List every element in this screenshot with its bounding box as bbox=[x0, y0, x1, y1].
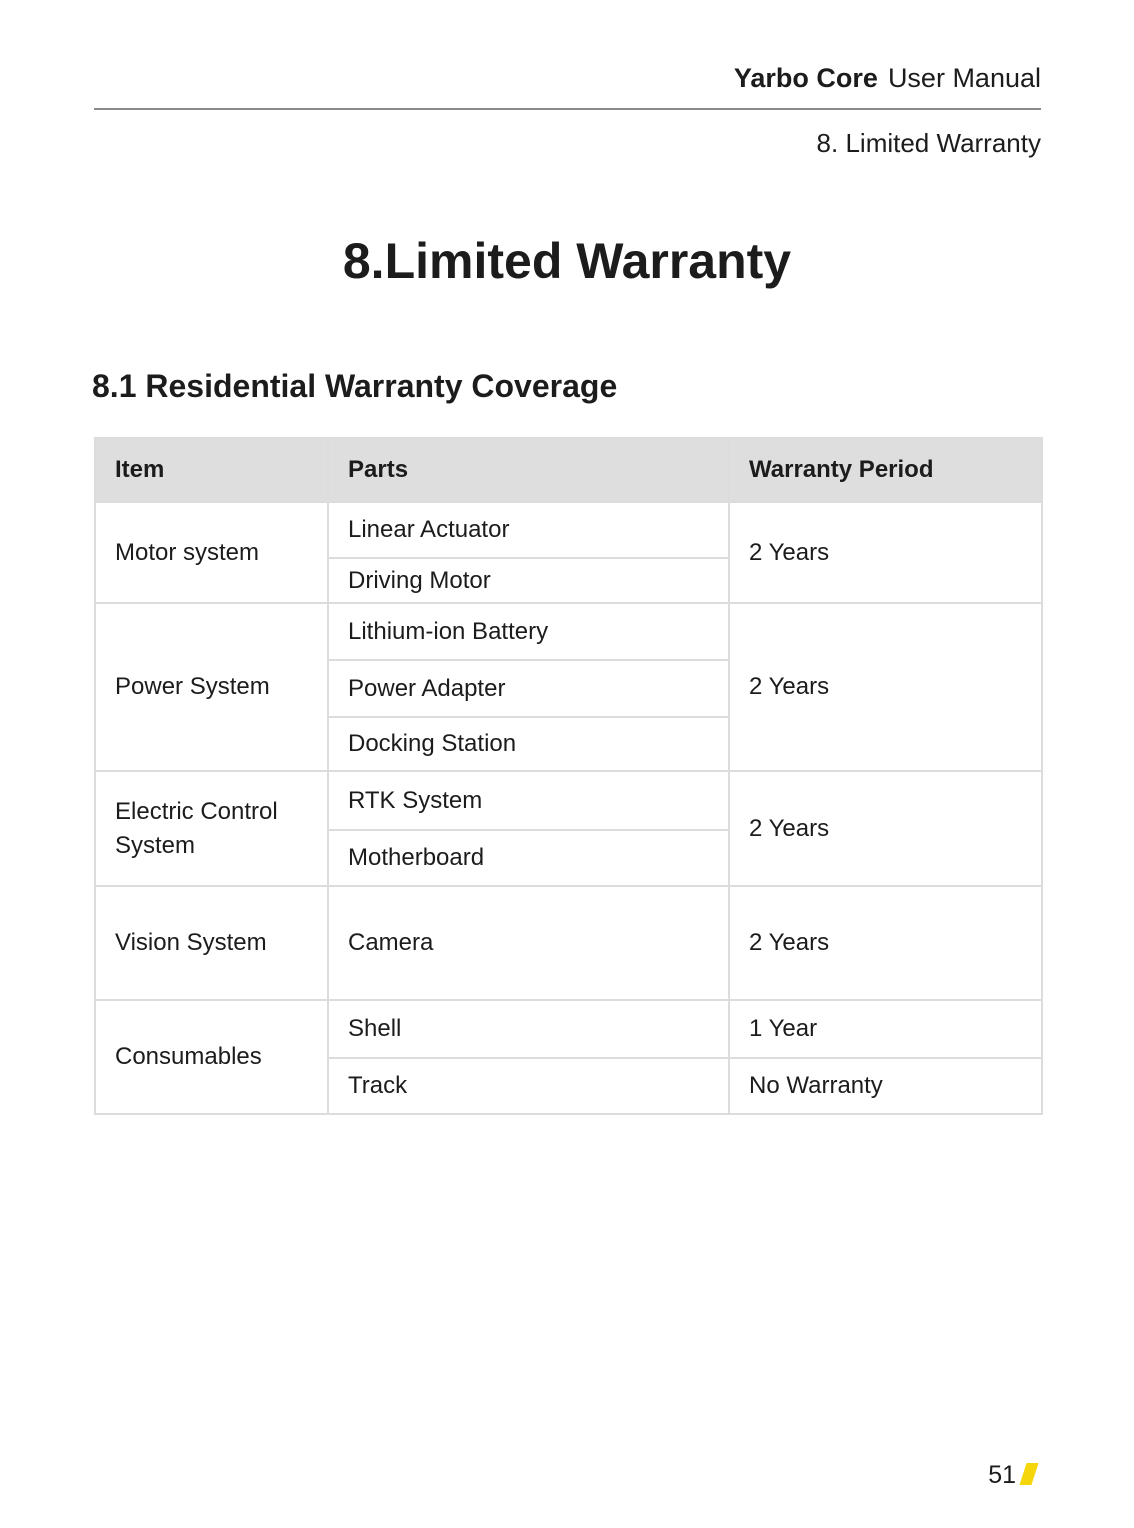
chapter-title: 8.Limited Warranty bbox=[342, 233, 792, 289]
page-number: 51 bbox=[988, 1461, 1016, 1489]
part-cell: Shell bbox=[328, 1000, 729, 1058]
header-title bbox=[734, 58, 1041, 98]
table-row bbox=[95, 771, 1042, 830]
item-cell: Power System bbox=[95, 603, 328, 771]
item-cell: Electric Control System bbox=[95, 771, 328, 886]
period-cell: 2 Years bbox=[729, 886, 1042, 1000]
table-row bbox=[95, 502, 1042, 558]
part-cell: Lithium-ion Battery bbox=[328, 603, 729, 660]
part-cell: Power Adapter bbox=[328, 660, 729, 717]
column-header-parts: Parts bbox=[328, 438, 729, 502]
page-accent-mark bbox=[1019, 1463, 1038, 1485]
column-header-warranty-period: Warranty Period bbox=[729, 438, 1042, 502]
part-cell: Camera bbox=[328, 886, 729, 1000]
warranty-table bbox=[94, 437, 1043, 1115]
section-title: 8.1 Residential Warranty Coverage bbox=[92, 368, 618, 404]
period-cell: 2 Years bbox=[729, 603, 1042, 771]
period-cell: 1 Year bbox=[729, 1000, 1042, 1058]
running-section-title: 8. Limited Warranty bbox=[816, 128, 1041, 158]
doc-type: User Manual bbox=[887, 63, 1041, 93]
brand-name: Yarbo Core bbox=[733, 63, 878, 93]
part-cell: Docking Station bbox=[328, 717, 729, 771]
part-cell: Motherboard bbox=[328, 830, 729, 886]
item-cell: Motor system bbox=[95, 502, 328, 603]
table-row bbox=[95, 886, 1042, 1000]
period-cell: 2 Years bbox=[729, 502, 1042, 603]
part-cell: Linear Actuator bbox=[328, 502, 729, 558]
part-cell: Driving Motor bbox=[328, 558, 729, 603]
header-divider bbox=[94, 108, 1041, 110]
table-header-row bbox=[95, 438, 1042, 502]
table-row bbox=[95, 603, 1042, 660]
table-row bbox=[95, 1000, 1042, 1058]
column-header-item: Item bbox=[95, 438, 328, 502]
part-cell: RTK System bbox=[328, 771, 729, 830]
period-cell: No Warranty bbox=[729, 1058, 1042, 1114]
period-cell: 2 Years bbox=[729, 771, 1042, 886]
part-cell: Track bbox=[328, 1058, 729, 1114]
item-cell: Consumables bbox=[95, 1000, 328, 1114]
item-cell: Vision System bbox=[95, 886, 328, 1000]
